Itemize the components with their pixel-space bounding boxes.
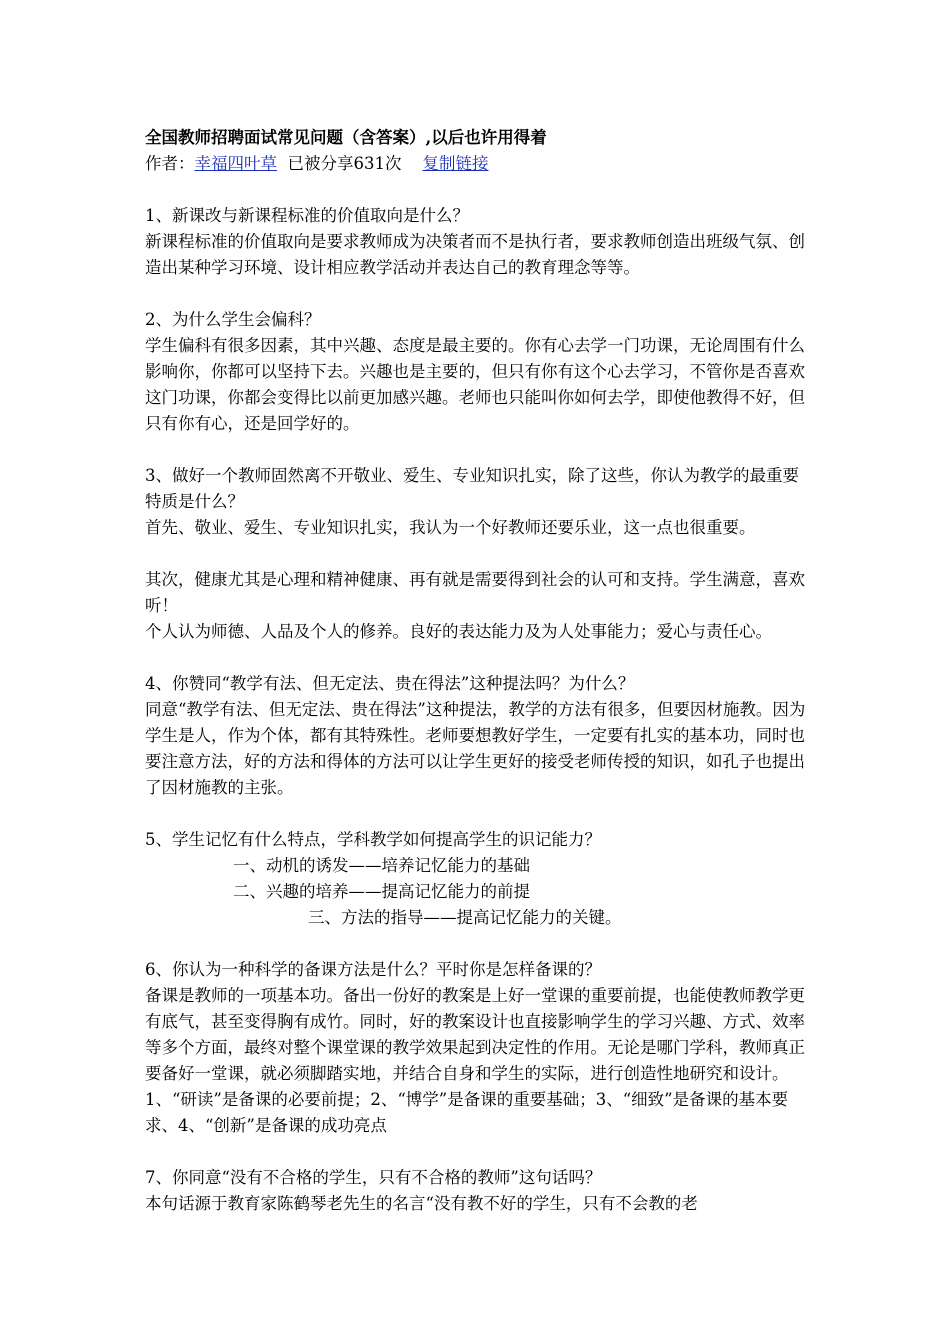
question-5: 5、学生记忆有什么特点，学科教学如何提高学生的识记能力？ <box>145 830 601 849</box>
document-title: 全国教师招聘面试常见问题（含答案）,以后也许用得着 <box>145 128 547 147</box>
answer-3-third: 个人认为师德、人品及个人的修养。良好的表达能力及为人处事能力；爱心与责任心。 <box>145 622 772 641</box>
question-4: 4、你赞同“教学有法、但无定法、贵在得法”这种提法吗？为什么？ <box>145 674 635 693</box>
answer-5-item-3: 三、方法的指导——提高记忆能力的关键。 <box>308 908 622 927</box>
copy-link[interactable]: 复制链接 <box>422 154 489 173</box>
author-label: 作者： <box>145 154 195 173</box>
question-3: 3、做好一个教师固然离不开敬业、爱生、专业知识扎实，除了这些，你认为教学的最重要特质是什么？ <box>145 466 799 511</box>
answer-5-item-2: 二、兴趣的培养——提高记忆能力的前提 <box>233 882 530 901</box>
question-2: 2、为什么学生会偏科？ <box>145 310 321 329</box>
answer-6-second: 1、“研读”是备课的必要前提；2、“博学”是备课的重要基础；3、“细致”是备课的基本要求、4、“创新”是备课的成功亮点 <box>145 1090 789 1135</box>
author-meta <box>145 151 810 177</box>
answer-2: 学生偏科有很多因素，其中兴趣、态度是最主要的。你有心去学一门功课，无论周围有什么影响你，你都可以坚持下去。兴趣也是主要的，但只有你有这个心去学习，不管你是否喜欢这门功课，你都会变得比以前更加感兴趣。老师也只能叫你如何去学，即使他教得不好，但只有你有心，还是回学好的。 <box>145 336 805 433</box>
answer-4: 同意“教学有法、但无定法、贵在得法”这种提法，教学的方法有很多，但要因材施教。因为学生是人，作为个体，都有其特殊性。老师要想教好学生，一定要有扎实的基本功，同时也要注意方法，好的方法和得体的方法可以让学生更好的接受老师传授的知识，如孔子也提出了因材施教的主张。 <box>145 700 806 797</box>
question-7: 7、你同意“没有不合格的学生，只有不合格的教师”这句话吗？ <box>145 1168 602 1187</box>
author-link[interactable]: 幸福四叶草 <box>194 154 277 173</box>
share-count: 已被分享631次 <box>287 154 402 173</box>
answer-7: 本句话源于教育家陈鹤琴老先生的名言“没有教不好的学生，只有不会教的老 <box>145 1194 698 1213</box>
answer-5-item-1: 一、动机的诱发——培养记忆能力的基础 <box>233 856 530 875</box>
question-1: 1、新课改与新课程标准的价值取向是什么？ <box>145 206 469 225</box>
document-page <box>145 125 810 1217</box>
question-6: 6、你认为一种科学的备课方法是什么？平时你是怎样备课的？ <box>145 960 601 979</box>
answer-3-second: 其次，健康尤其是心理和精神健康、再有就是需要得到社会的认可和支持。学生满意，喜欢听！ <box>145 570 805 615</box>
answer-6-first: 备课是教师的一项基本功。备出一份好的教案是上好一堂课的重要前提，也能使教师教学更有底气，甚至变得胸有成竹。同时，好的教案设计也直接影响学生的学习兴趣、方式、效率等多个方面，最终对整个课堂课的教学效果起到决定性的作用。无论是哪门学科，教师真正要备好一堂课，就必须脚踏实地，并结合自身和学生的实际，进行创造性地研究和设计。 <box>145 986 805 1083</box>
answer-3-first: 首先、敬业、爱生、专业知识扎实，我认为一个好教师还要乐业，这一点也很重要。 <box>145 518 756 537</box>
answer-1: 新课程标准的价值取向是要求教师成为决策者而不是执行者，要求教师创造出班级气氛、创造出某种学习环境、设计相应教学活动并表达自己的教育理念等等。 <box>145 232 805 277</box>
